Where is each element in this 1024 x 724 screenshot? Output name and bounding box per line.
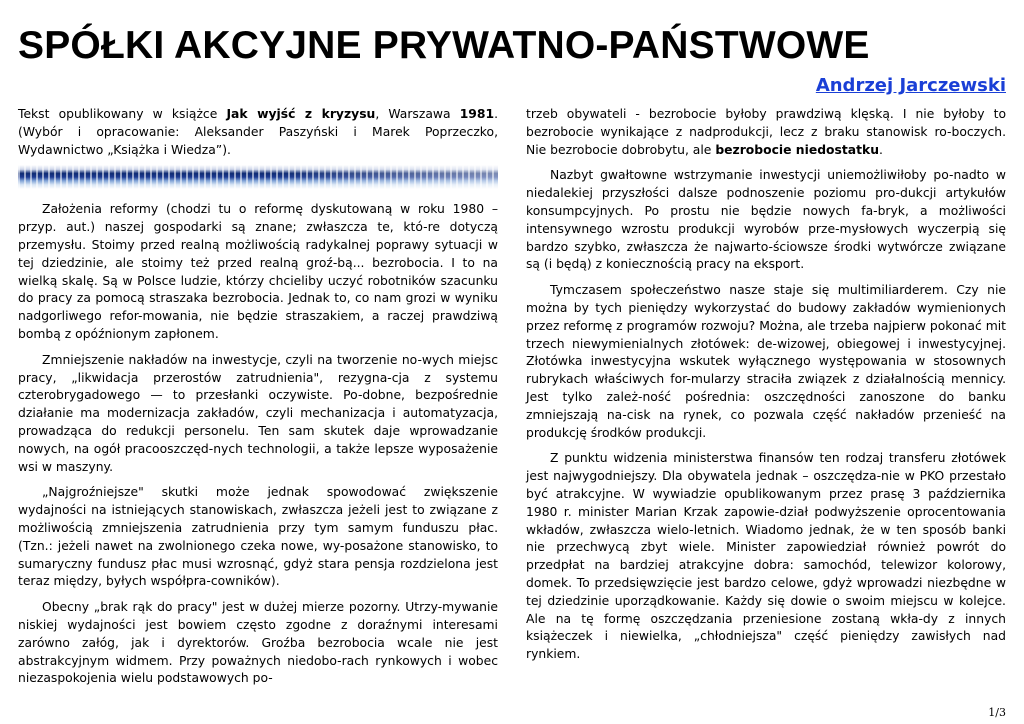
paragraph: „Najgroźniejsze" skutki może jednak spowodować zwiększenie wydajności na istniejących stanowiskach, zwłaszcza jeżeli jest to związane z możliwością zmniejszenia zatrudnienia przy tym samym funduszu płac. (Tzn.: jeżeli nawet na zwolnionego czeka nowe, wy-posażone stanowisko, to sumaryczny fundusz płac musi wzrosnąć, gdyż stara pensja rozdzielona jest teraz między, byłych współpra-cowników).: [18, 485, 498, 589]
author-name: Andrzej Jarczewski: [815, 75, 1006, 96]
paragraph: Założenia reformy (chodzi tu o reformę dyskutowaną w roku 1980 – przyp. aut.) naszej gospodarki są znane; zwłaszcza te, któ-re dotyczą przemysłu. Stoimy przed realną możliwością radykalnej poprawy sytuacji w tej dziedzinie, ale stoimy też przed realną groź-bą... bezrobocia. I to na wielką skalę. Są w Polsce ludzie, którzy chcieliby uczyć robotników szacunku do pracy za pomocą straszaka bezrobocia. Jednak to, co nam grozi w wyniku nadgorliwego refor-mowania, nie będzie straszakiem, a raczej prawdziwą bombą z opóźnionym zapłonem.: [18, 202, 498, 341]
paragraph-continued: [526, 106, 1006, 159]
source-year: 1981: [459, 107, 495, 121]
paragraph: Zmniejszenie nakładów na inwestycje, czyli na tworzenie no-wych miejsc pracy, „likwidacja przerostów zatrudnienia", rezygna-cja z systemu czterobrygadowego — to przesłanki oczywiste. Po-dobne, bezpośrednie działanie ma modernizacja zakładów, czyli mechanizacja i automatyzacja, prowadząca do redukcji personelu. Ten sam skutek daje wprowadzanie nowych, na ogół pracooszczęd-nych technologii, a także lepsze wyposażenie wsi w maszyny.: [18, 352, 498, 474]
decorative-banner: [18, 165, 498, 189]
source-note: [18, 106, 498, 159]
paragraph-end: .: [879, 142, 883, 157]
left-column: [18, 106, 498, 696]
paragraph: Tymczasem społeczeństwo nasze staje się multimiliarderem. Czy nie można by tych pieniędzy wykorzystać do budowy zakładów wymienionych przez reformę z programów rozwoju? Można, ale trzeba najpierw pokonać mit trzech niewymienialnych złotówek: de-wizowej, obiegowej i inwestycyjnej. Złotówka inwestycyjna wskutek wyłącznego występowania w stosownych rubrykach właściwych for-mularzy straciła związek z działalnością mennicy. Jest tylko zależ-ność pośrednia: oszczędności zanoszone do banku zmniejszają na-cisk na rynek, co pozwala część nakładów przenieść na produkcję środków produkcji.: [526, 283, 1006, 440]
source-editors: . (Wybór i opracowanie: Aleksander Paszyński i Marek Poprzeczko, Wydawnictwo „Książka i Wiedza”).: [18, 107, 498, 157]
right-column: [526, 106, 1006, 672]
page-number: 1/3: [988, 706, 1006, 719]
page-title: SPÓŁKI AKCYJNE PRYWATNO-PAŃSTWOWE: [18, 24, 870, 67]
source-place: , Warszawa: [375, 107, 460, 121]
paragraph: Obecny „brak rąk do pracy" jest w dużej mierze pozorny. Utrzy-mywanie niskiej wydajności jest bowiem często zgodne z doraźnymi interesami zarówno załóg, jak i dyrektorów. Groźba bezrobocia wcale nie jest abstrakcyjnym widmem. Przy poważnych niedobo-rach rynkowych i wobec niezaspokojenia wielu podstawowych po-: [18, 600, 498, 686]
source-prefix: Tekst opublikowany w książce: [18, 107, 227, 121]
paragraph: Z punktu widzenia ministerstwa finansów ten rodzaj transferu złotówek jest najwygodniejszy. Dla obywatela jednak – oszczędza-nie w PKO przestało być atrakcyjne. W wywiadzie opublikowanym przez prasę 3 października 1980 r. minister Marian Krzak zapowie-dział podwyższenie oprocentowania wkładów, zwłaszcza wielo-letnich. Wiadomo jednak, że w ten sposób banki nie przechwycą zbyt wiele. Minister zapowiedział również powrót do przedpłat na bardziej atrakcyjne dobra: samochód, telewizor kolorowy, domek. To przedsięwzięcie jest bardzo celowe, gdyż wprowadzi niezbędne w tej dziedzinie uporządkowanie. Każdy się dowie o swoim miejscu w kolejce. Ale na tę formę oszczędzania przeniesione zostaną wkła-dy z innych książeczek i niewielka, „chłodniejsza" część pieniędzy zawisłych nad rynkiem.: [526, 451, 1006, 662]
source-book-title: Jak wyjść z kryzysu: [226, 107, 376, 121]
paragraph: Nazbyt gwałtowne wstrzymanie inwestycji uniemożliwiłoby po-nadto w niedalekiej przyszłości dalsze podnoszenie poziomu pro-dukcji artykułów konsumpcyjnych. Po prostu nie będzie nowych fa-bryk, a możliwości intensywnego wzrostu produkcji wyrobów prze-mysłowych wyczerpią się bardzo szybko, zwłaszcza że najwarto-ściowsze środki wytwórcze związane są (i będą) z koniecznością pracy na eksport.: [526, 168, 1006, 272]
emphasis: bezrobocie niedostatku: [715, 142, 879, 157]
paragraph-text: trzeb obywateli - bezrobocie byłoby prawdziwą klęską. I nie byłoby to bezrobocie wynikające z nadprodukcji, lecz z braku stanowisk ro-boczych. Nie bezrobocie dobrobytu, ale: [526, 107, 1006, 157]
